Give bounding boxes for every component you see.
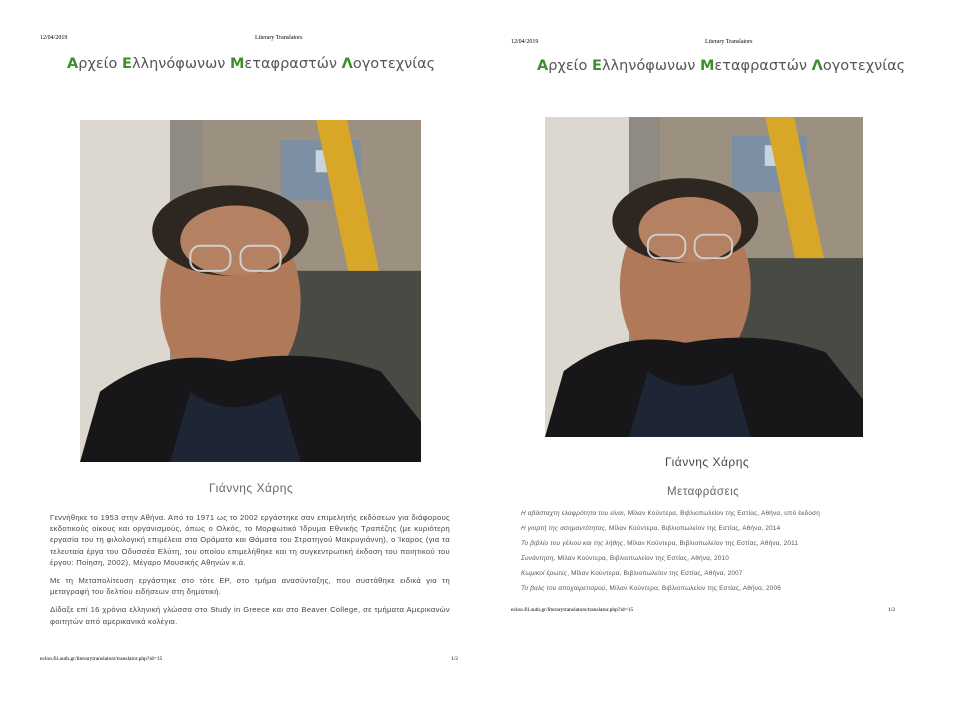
title-rest-1: ρχείο: [78, 56, 123, 72]
translations-list: [521, 510, 881, 600]
translations-heading: Μεταφράσεις: [667, 486, 740, 498]
translation-title: Κωμικοί έρωτες: [521, 570, 568, 577]
title-cap-3: Μ: [699, 58, 715, 74]
translation-title: Το βαλς του αποχαιρετισμού: [521, 585, 606, 592]
header-site: Literary Translators: [705, 39, 753, 45]
bio-paragraph: Με τη Μεταπολίτευση εργάστηκε στο τότε ΕΡ, στο τμήμα ανασύνταξης, που συστάθηκε ειδικά για τη μεταγραφή του δελτίου ειδήσεων στη δημοτική.: [50, 576, 450, 597]
translation-title: Η γιορτή της ασημαντότητας: [521, 525, 605, 532]
list-item: [521, 585, 881, 600]
header-site: Literary Translators: [255, 35, 303, 41]
page-right: [480, 0, 960, 720]
translation-details: , Μίλαν Κούντερα, Βιβλιοπωλείον της Εστίας, Αθήνα, 2014: [605, 525, 781, 532]
list-item: [521, 540, 881, 555]
title-rest-3: εταφραστών: [244, 56, 342, 72]
translation-details: , Μίλαν Κούντερα, Βιβλιοπωλείον της Εστίας, Αθήνα, υπό έκδοση: [623, 510, 821, 517]
title-rest-1: ρχείο: [548, 58, 593, 74]
title-rest-2: λληνόφωνων: [601, 58, 700, 74]
footer-page-number: 1/2: [451, 656, 459, 662]
translation-details: , Μίλαν Κούντερα, Βιβλιοπωλείον της Εστίας, Αθήνα, 2010: [553, 555, 729, 562]
page-title: [537, 58, 905, 74]
list-item: [521, 510, 881, 525]
title-cap-3: Μ: [229, 56, 245, 72]
translation-details: , Μίλαν Κούντερα, Βιβλιοπωλείον της Εστίας, Αθήνα, 2007: [567, 570, 743, 577]
bio-paragraph: Γεννήθηκε το 1953 στην Αθήνα. Από το 1971 ως το 2002 εργάστηκε σαν επιμελητής εκδόσεων για διάφορους εκδοτικούς οίκους και οργανισμούς, όπως ο Ολκός, το Μορφωτικό Ίδρυμα Εθνικής Τραπέζης (με κυριότερη εργασία του τη φιλολογική επιμέλεια στα Οράματα και Θάματα του Στρατηγού Μακρυγιάννη), ο Ίκαρος (για τα τελευταία έργα του Οδυσσέα Ελύτη, του οποίου επιμελήθηκε και τη συγκεντρωτική έκδοση του ποιητικού του έργου: Ποίηση, 2002), Μέγαρο Μουσικής Αθηνών κ.ά.: [50, 513, 450, 567]
list-item: [521, 570, 881, 585]
footer-page-number: 1/2: [888, 607, 896, 613]
title-cap-4: Λ: [811, 58, 823, 74]
title-rest-4: ογοτεχνίας: [822, 58, 906, 74]
list-item: [521, 555, 881, 570]
portrait-photo: [80, 120, 421, 462]
biography: [50, 512, 450, 634]
translation-title: Η αβάσταχτη ελαφρότητα του είναι: [521, 510, 624, 517]
footer-url[interactable]: ecloo.fil.auth.gr/literarytranslators/translator.php?id=15: [40, 656, 163, 662]
title-rest-3: εταφραστών: [714, 58, 812, 74]
title-cap-4: Λ: [341, 56, 353, 72]
header-date: 12/04/2019: [511, 39, 539, 45]
header-date: 12/04/2019: [40, 35, 68, 41]
translation-details: , Μίλαν Κούντερα, Βιβλιοπωλείον της Εστίας, Αθήνα, 2006: [605, 585, 782, 592]
title-cap-2: Ε: [592, 58, 602, 74]
bio-paragraph: Δίδαξε επί 16 χρόνια ελληνική γλώσσα στο Study in Greece και στο Beaver College, σε τμήματα Αμερικανών φοιτητών από αμερικανικά κολέγια.: [50, 605, 450, 626]
title-rest-2: λληνόφωνων: [131, 56, 230, 72]
person-name: Γιάννης Χάρης: [209, 481, 294, 495]
translation-details: , Μίλαν Κούντερα, Βιβλιοπωλείον της Εστίας, Αθήνα, 2011: [623, 540, 799, 547]
title-cap-2: Ε: [122, 56, 132, 72]
page-title: [67, 56, 435, 72]
footer-url[interactable]: ecloo.fil.auth.gr/literarytranslators/translator.php?id=15: [511, 607, 634, 613]
person-name: Γιάννης Χάρης: [665, 455, 750, 469]
portrait-photo: [545, 117, 863, 437]
translation-title: Το βιβλίο του γέλιου και της λήθης: [521, 540, 624, 547]
title-cap-1: Α: [537, 58, 549, 74]
title-cap-1: Α: [67, 56, 79, 72]
list-item: [521, 525, 881, 540]
translation-title: Συνάντηση: [521, 555, 554, 562]
title-rest-4: ογοτεχνίας: [352, 56, 436, 72]
